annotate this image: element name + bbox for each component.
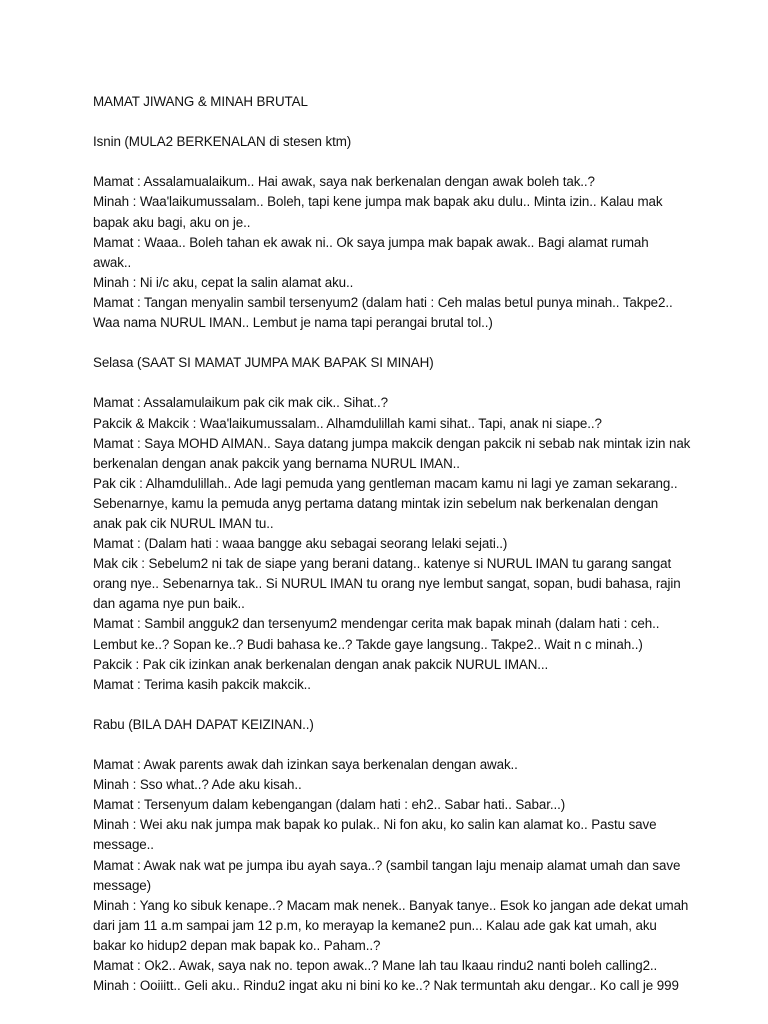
dialogue-line: Sebenarnye, kamu la pemuda anyg pertama datang mintak izin sebelum nak berkenalan dengan [93,495,659,511]
dialogue-line: awak.. [93,254,132,270]
document-body [93,92,693,996]
section-heading: Isnin (MULA2 BERKENALAN di stesen ktm) [93,134,352,150]
paragraph-gap [93,373,693,393]
dialogue-line: berkenalan dengan anak pakcik yang bernama NURUL IMAN.. [93,455,460,471]
dialogue-line: Mamat : Tersenyum dalam kebengangan (dalam hati : eh2.. Sabar hati.. Sabar...) [93,797,566,813]
dialogue-line: Mamat : Awak parents awak dah izinkan saya berkenalan dengan awak.. [93,757,518,773]
dialogue-line: Minah : Ooiiitt.. Geli aku.. Rindu2 ingat aku ni bini ko ke..? Nak termuntah aku dengar.. Ko call je 999 [93,978,679,994]
dialogue-line: Mamat : Assalamualaikum.. Hai awak, saya nak berkenalan dengan awak boleh tak..? [93,174,595,190]
dialogue-line: Pak cik : Alhamdulillah.. Ade lagi pemuda yang gentleman macam kamu ni lagi ye zaman sekarang.. [93,475,678,491]
document-title: MAMAT JIWANG & MINAH BRUTAL [93,94,308,109]
dialogue-line: anak pak cik NURUL IMAN tu.. [93,515,274,531]
dialogue-line: Pakcik & Makcik : Waa'laikumussalam.. Alhamdulillah kami sihat.. Tapi, anak ni siape..? [93,415,602,431]
dialogue-line: Mamat : Assalamulaikum pak cik mak cik.. Sihat..? [93,395,389,411]
dialogue-line: Minah : Sso what..? Ade aku kisah.. [93,777,302,793]
dialogue-line: orang nye.. Sebenarnya tak.. Si NURUL IMAN tu orang nye lembut sangat, sopan, budi bahasa, rajin [93,576,681,592]
dialogue-line: dan agama nye pun baik.. [93,596,245,612]
paragraph-gap [93,152,693,172]
dialogue-line: bakar ko hidup2 depan mak bapak ko.. Paham..? [93,937,381,953]
section-heading: Rabu (BILA DAH DAPAT KEIZINAN..) [93,716,314,732]
dialogue-line: dari jam 11 a.m sampai jam 12 p.m, ko merayap la kemane2 pun... Kalau ade gak kat umah, aku [93,917,657,933]
dialogue-line: Mamat : Saya MOHD AIMAN.. Saya datang jumpa makcik dengan pakcik ni sebab nak mintak izin nak [93,435,691,451]
dialogue-line: Mamat : Waaa.. Boleh tahan ek awak ni.. Ok saya jumpa mak bapak awak.. Bagi alamat rumah [93,234,649,250]
paragraph-gap [93,695,693,715]
dialogue-line: Minah : Ni i/c aku, cepat la salin alamat aku.. [93,274,354,290]
dialogue-line: Minah : Yang ko sibuk kenape..? Macam mak nenek.. Banyak tanye.. Esok ko jangan ade dekat umah [93,897,689,913]
dialogue-line: Mamat : Awak nak wat pe jumpa ibu ayah saya..? (sambil tangan laju menaip alamat umah dan save [93,857,681,873]
dialogue-line: Pakcik : Pak cik izinkan anak berkenalan dengan anak pakcik NURUL IMAN... [93,656,549,672]
paragraph-gap [93,735,693,755]
section-heading: Selasa (SAAT SI MAMAT JUMPA MAK BAPAK SI MINAH) [93,355,434,371]
dialogue-line: Waa nama NURUL IMAN.. Lembut je nama tapi perangai brutal tol..) [93,315,493,331]
dialogue-line: Mamat : Terima kasih pakcik makcik.. [93,676,311,692]
dialogue-line: message.. [93,837,154,853]
dialogue-line: Mamat : (Dalam hati : waaa bangge aku sebagai seorang lelaki sejati..) [93,536,508,552]
dialogue-line: Mamat : Ok2.. Awak, saya nak no. tepon awak..? Mane lah tau lkaau rindu2 nanti boleh calling2.. [93,958,658,974]
dialogue-line: Lembut ke..? Sopan ke..? Budi bahasa ke..? Takde gaye langsung.. Takpe2.. Wait n c minah..) [93,636,643,652]
paragraph-gap [93,112,693,132]
dialogue-line: Minah : Waa'laikumussalam.. Boleh, tapi kene jumpa mak bapak aku dulu.. Minta izin.. Kalau mak [93,194,663,210]
dialogue-line: message) [93,877,151,893]
document-sections [93,132,693,996]
dialogue-line: bapak aku bagi, aku on je.. [93,214,251,230]
dialogue-line: Minah : Wei aku nak jumpa mak bapak ko pulak.. Ni fon aku, ko salin kan alamat ko.. Pastu save [93,817,657,833]
dialogue-line: Mak cik : Sebelum2 ni tak de siape yang berani datang.. katenye si NURUL IMAN tu garang sangat [93,556,672,572]
paragraph-gap [93,333,693,353]
dialogue-line: Mamat : Sambil angguk2 dan tersenyum2 mendengar cerita mak bapak minah (dalam hati : ceh.. [93,616,660,632]
dialogue-line: Mamat : Tangan menyalin sambil tersenyum2 (dalam hati : Ceh malas betul punya minah.. Takpe2.. [93,294,673,310]
